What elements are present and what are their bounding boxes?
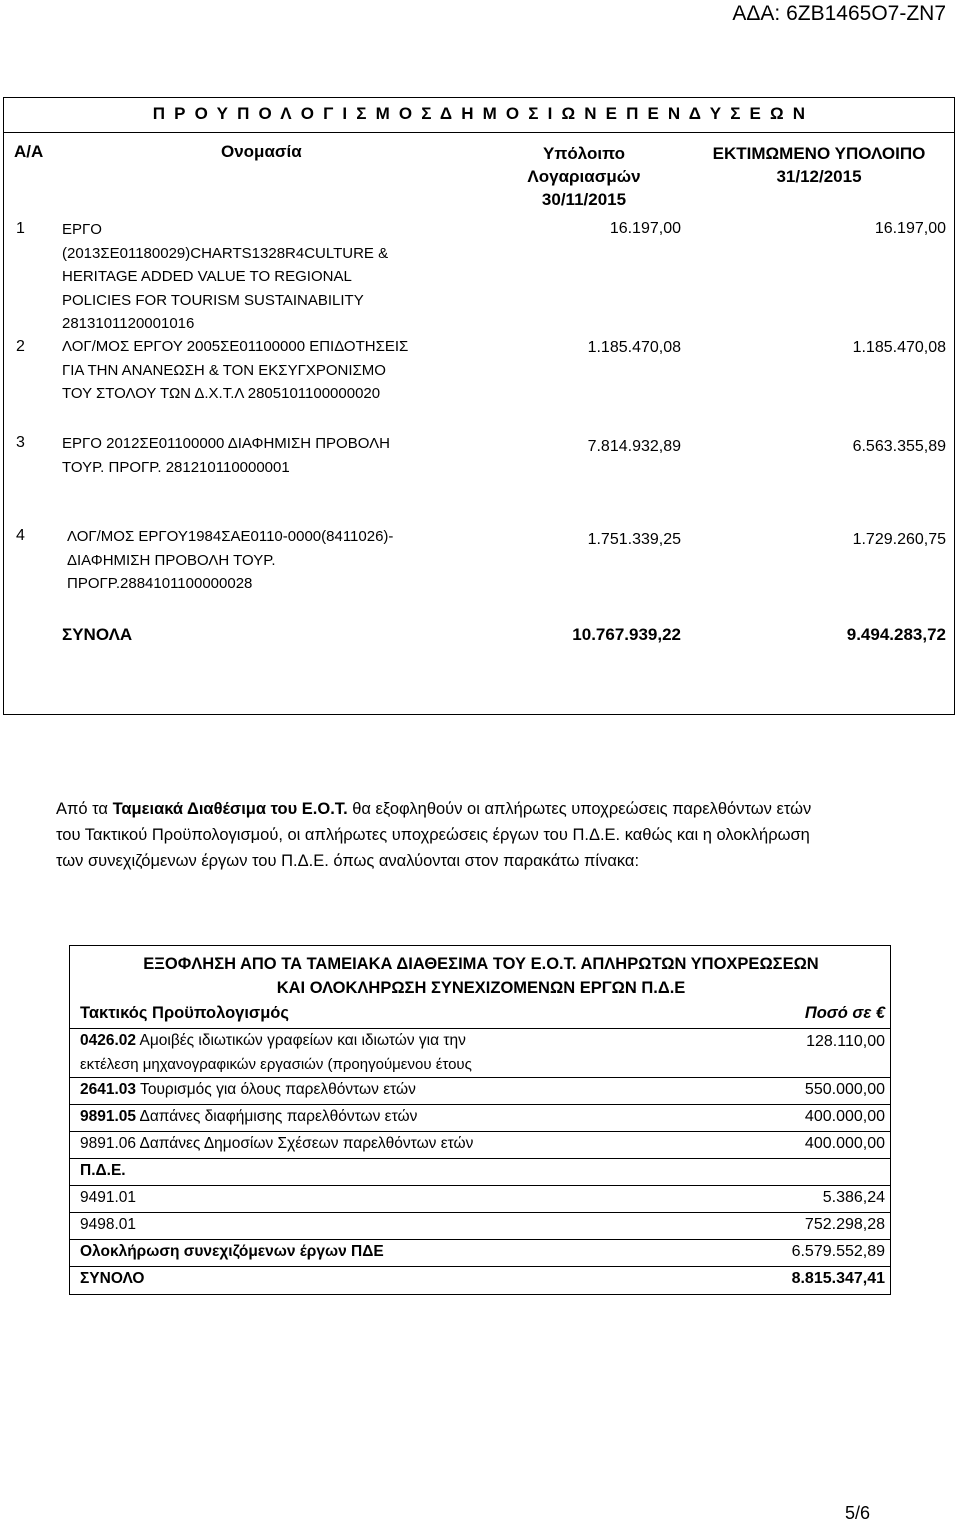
- col-amount: Ποσό σε €: [804, 1004, 885, 1022]
- row-2-balance: 1.185.470,08: [587, 339, 681, 356]
- table2-row: 9491.01 5.386,24: [70, 1186, 890, 1213]
- intro-paragraph: Από τα Ταμειακά Διαθέσιμα του Ε.Ο.Τ. θα εξοφληθούν οι απλήρωτες υποχρεώσεις παρελθόντων ετών του Τακτικού Προϋπολογισμού, οι απλήρωτες υποχρεώσεις έργων του Π.Δ.Ε. καθώς και η ολοκλήρωση των συνεχιζόμενων έργων του Π.Δ.Ε. όπως αναλύονται στον παρακάτω πίνακα:: [56, 800, 812, 870]
- investment-budget-table: [3, 97, 955, 715]
- row-4-aa: 4: [16, 527, 25, 544]
- totals-estimated: 9.494.283,72: [846, 625, 946, 644]
- row-2-estimated: 1.185.470,08: [852, 339, 946, 356]
- table2-row: Ολοκλήρωση συνεχιζόμενων έργων ΠΔΕ 6.579.552,89: [70, 1240, 890, 1267]
- header-balance: Υπόλοιπο Λογαριασμών 30/11/2015: [527, 144, 641, 209]
- table2-row: 0426.02 Αμοιβές ιδιωτικών γραφείων και ιδιωτών για την εκτέλεση μηχανογραφικών εργασιών (προηγούμενου έτους 128.110,00: [70, 1029, 890, 1078]
- table2-row: 9498.01 752.298,28: [70, 1213, 890, 1240]
- payment-table: [69, 945, 891, 1295]
- table2-row: 2641.03 Τουρισμός για όλους παρελθόντων ετών 550.000,00: [70, 1078, 890, 1105]
- table2-total-row: ΣΥΝΟΛΟ 8.815.347,41: [80, 1270, 885, 1287]
- table-title: Π Ρ Ο Υ Π Ο Λ Ο Γ Ι Σ Μ Ο Σ Δ Η Μ Ο Σ Ι Ω Ν Ε Π Ε Ν Δ Υ Σ Ε Ω Ν: [152, 104, 808, 123]
- row-2-name: ΛΟΓ/ΜΟΣ ΕΡΓΟΥ 2005ΣΕ01100000 ΕΠΙΔΟΤΗΣΕΙΣ ΓΙΑ ΤΗΝ ΑΝΑΝΕΩΣΗ & ΤΟΝ ΕΚΣΥΓΧΡΟΝΙΣΜΟ ΤΟΥ ΣΤΟΛΟΥ ΤΩΝ Δ.Χ.Τ.Λ 2805101100000020: [62, 338, 409, 402]
- table2-row: Π.Δ.Ε.: [70, 1159, 890, 1186]
- row-4-estimated: 1.729.260,75: [852, 531, 946, 548]
- table2-row: 9891.06 Δαπάνες Δημοσίων Σχέσεων παρελθόντων ετών 400.000,00: [70, 1132, 890, 1159]
- header-aa: Α/Α: [14, 142, 44, 161]
- row-3-balance: 7.814.932,89: [587, 438, 681, 455]
- row-2-aa: 2: [16, 338, 25, 355]
- row-3-estimated: 6.563.355,89: [852, 438, 946, 455]
- col-regular-budget: Τακτικός Προϋπολογισμός: [80, 1004, 289, 1022]
- totals-balance: 10.767.939,22: [572, 625, 681, 644]
- header-estimated: ΕΚΤΙΜΩΜΕΝΟ ΥΠΟΛΟΙΠΟ 31/12/2015: [712, 144, 926, 186]
- row-3-aa: 3: [16, 434, 25, 451]
- table2-header-row: [70, 1001, 890, 1029]
- totals-label: ΣΥΝΟΛΑ: [62, 625, 133, 644]
- divider: [4, 132, 954, 133]
- row-4-name: ΛΟΓ/ΜΟΣ ΕΡΓΟΥ1984ΣΑΕ0110-0000(8411026)- ΔΙΑΦΗΜΙΣΗ ΠΡΟΒΟΛΗ ΤΟΥΡ. ΠΡΟΓΡ.2884101100000028: [67, 528, 394, 592]
- row-1-estimated: 16.197,00: [874, 220, 946, 237]
- row-1-aa: 1: [16, 220, 25, 237]
- header-name: Ονομασία: [221, 142, 302, 161]
- table2-title-line1: ΕΞΟΦΛΗΣΗ ΑΠΟ ΤΑ ΤΑΜΕΙΑΚΑ ΔΙΑΘΕΣΙΜΑ ΤΟΥ Ε.Ο.Τ. ΑΠΛΗΡΩΤΩΝ ΥΠΟΧΡΕΩΣΕΩΝ: [143, 955, 819, 973]
- document-id: ΑΔΑ: 6ΖΒ1465Ο7-ΖΝ7: [732, 2, 946, 25]
- row-1-balance: 16.197,00: [609, 220, 681, 237]
- row-4-balance: 1.751.339,25: [587, 531, 681, 548]
- table2-title-line2: ΚΑΙ ΟΛΟΚΛΗΡΩΣΗ ΣΥΝΕΧΙΖΟΜΕΝΩΝ ΕΡΓΩΝ Π.Δ.Ε: [276, 979, 686, 997]
- row-3-name: ΕΡΓΟ 2012ΣΕ01100000 ΔΙΑΦΗΜΙΣΗ ΠΡΟΒΟΛΗ ΤΟΥΡ. ΠΡΟΓΡ. 281210110000001: [62, 435, 390, 476]
- table2-row: 9891.05 Δαπάνες διαφήμισης παρελθόντων ετών 400.000,00: [70, 1105, 890, 1132]
- page-number: 5/6: [844, 1503, 870, 1523]
- row-1-name: ΕΡΓΟ (2013ΣΕ01180029)CHARTS1328R4CULTURE & HERITAGE ADDED VALUE TO REGIONAL POLICIES FOR TOURISM SUSTAINABILITY 2813101120001016: [62, 221, 389, 332]
